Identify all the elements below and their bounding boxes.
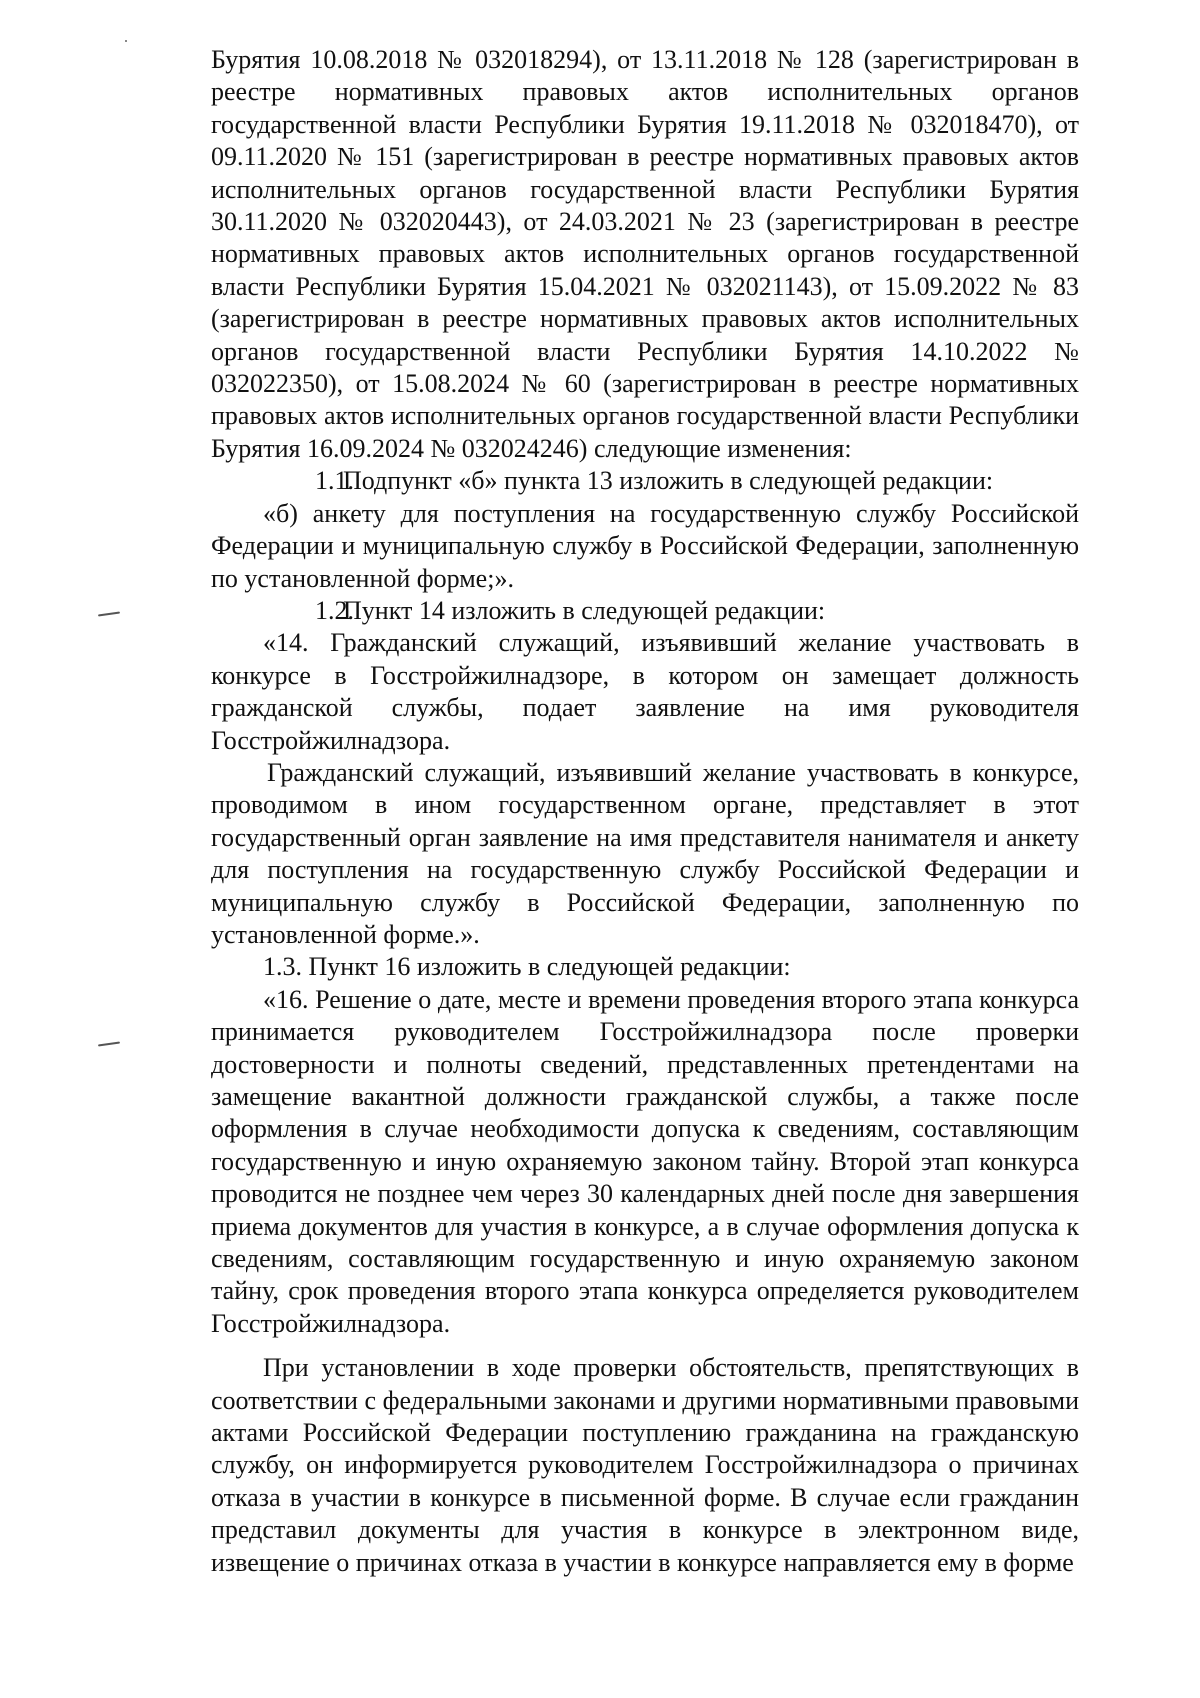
item-number: 1.2.: [315, 595, 354, 625]
item-1-2-body-paragraph-1: «14. Гражданский служащий, изъявивший желание участвовать в конкурсе в Госстройжилнадзоре, в котором он замещает должность гражданской службы, подает заявление на имя руководителя Госстройжилнадзора.: [211, 628, 1079, 755]
item-number: 1.1.: [315, 466, 354, 496]
intro-paragraph: Бурятия 10.08.2018 № 032018294), от 13.11.2018 № 128 (зарегистрирован в реестре нормативных правовых актов исполнительных органов государственной власти Республики Бурятия 19.11.2018 № 032018470), от 09.11.2020 № 151 (зарегистрирован в реестре нормативных правовых актов исполнительных органов государственной власти Республики Бурятия 30.11.2020 № 032020443), от 24.03.2021 № 23 (зарегистрирован в реестре нормативных правовых актов исполнительных органов государственной власти Республики Бурятия 15.04.2021 № 032021143), от 15.09.2022 № 83 (зарегистрирован в реестре нормативных правовых актов исполнительных органов государственной власти Республики Бурятия 14.10.2022 № 032022350), от 15.08.2024 № 60 (зарегистрирован в реестре нормативных правовых актов исполнительных органов государственной власти Республики Бурятия 16.09.2024 № 032024246) следующие изменения:: [211, 45, 1079, 463]
item-1-2-heading: [211, 595, 1079, 627]
item-1-3-heading: 1.3. Пункт 16 изложить в следующей редакции:: [263, 952, 791, 982]
margin-mark: [98, 611, 120, 616]
item-1-1-heading: [211, 465, 1079, 497]
scan-artifact: [125, 40, 127, 42]
margin-mark: [98, 1041, 120, 1046]
item-1-1-body: «б) анкету для поступления на государственную службу Российской Федерации и муниципальную службу в Российской Федерации, заполненную по установленной форме;».: [211, 498, 1079, 593]
item-text: Пункт 14 изложить в следующей редакции:: [343, 595, 826, 625]
document-page: [211, 44, 1079, 1579]
item-1-3-body-paragraph-2: При установлении в ходе проверки обстоятельств, препятствующих в соответствии с федеральными законами и другими нормативными правовыми актами Российской Федерации поступлению гражданина на гражданскую службу, он информируется руководителем Госстройжилнадзора о причинах отказа в участии в конкурсе в письменной форме. В случае если гражданин представил документы для участия в конкурсе в электронном виде, извещение о причинах отказа в участии в конкурсе направляется ему в форме: [211, 1353, 1079, 1577]
item-1-2-body-paragraph-2: Гражданский служащий, изъявивший желание участвовать в конкурсе, проводимом в ином государственном органе, представляет в этот государственный орган заявление на имя представителя нанимателя и анкету для поступления на государственную службу Российской Федерации и муниципальную службу в Российской Федерации, заполненную по установленной форме.».: [211, 757, 1079, 949]
item-1-3-body-paragraph-1: «16. Решение о дате, месте и времени проведения второго этапа конкурса принимается руководителем Госстройжилнадзора после проверки достоверности и полноты сведений, представленных претендентами на замещение вакантной должности гражданской службы, а также после оформления в случае необходимости допуска к сведениям, составляющим государственную и иную охраняемую законом тайну. Второй этап конкурса проводится не позднее чем через 30 календарных дней после дня завершения приема документов для участия в конкурсе, а в случае оформления допуска к сведениям, составляющим государственную и иную охраняемую законом тайну, срок проведения второго этапа конкурса определяется руководителем Госстройжилнадзора.: [211, 984, 1079, 1338]
item-text: Подпункт «б» пункта 13 изложить в следующей редакции:: [343, 466, 994, 496]
